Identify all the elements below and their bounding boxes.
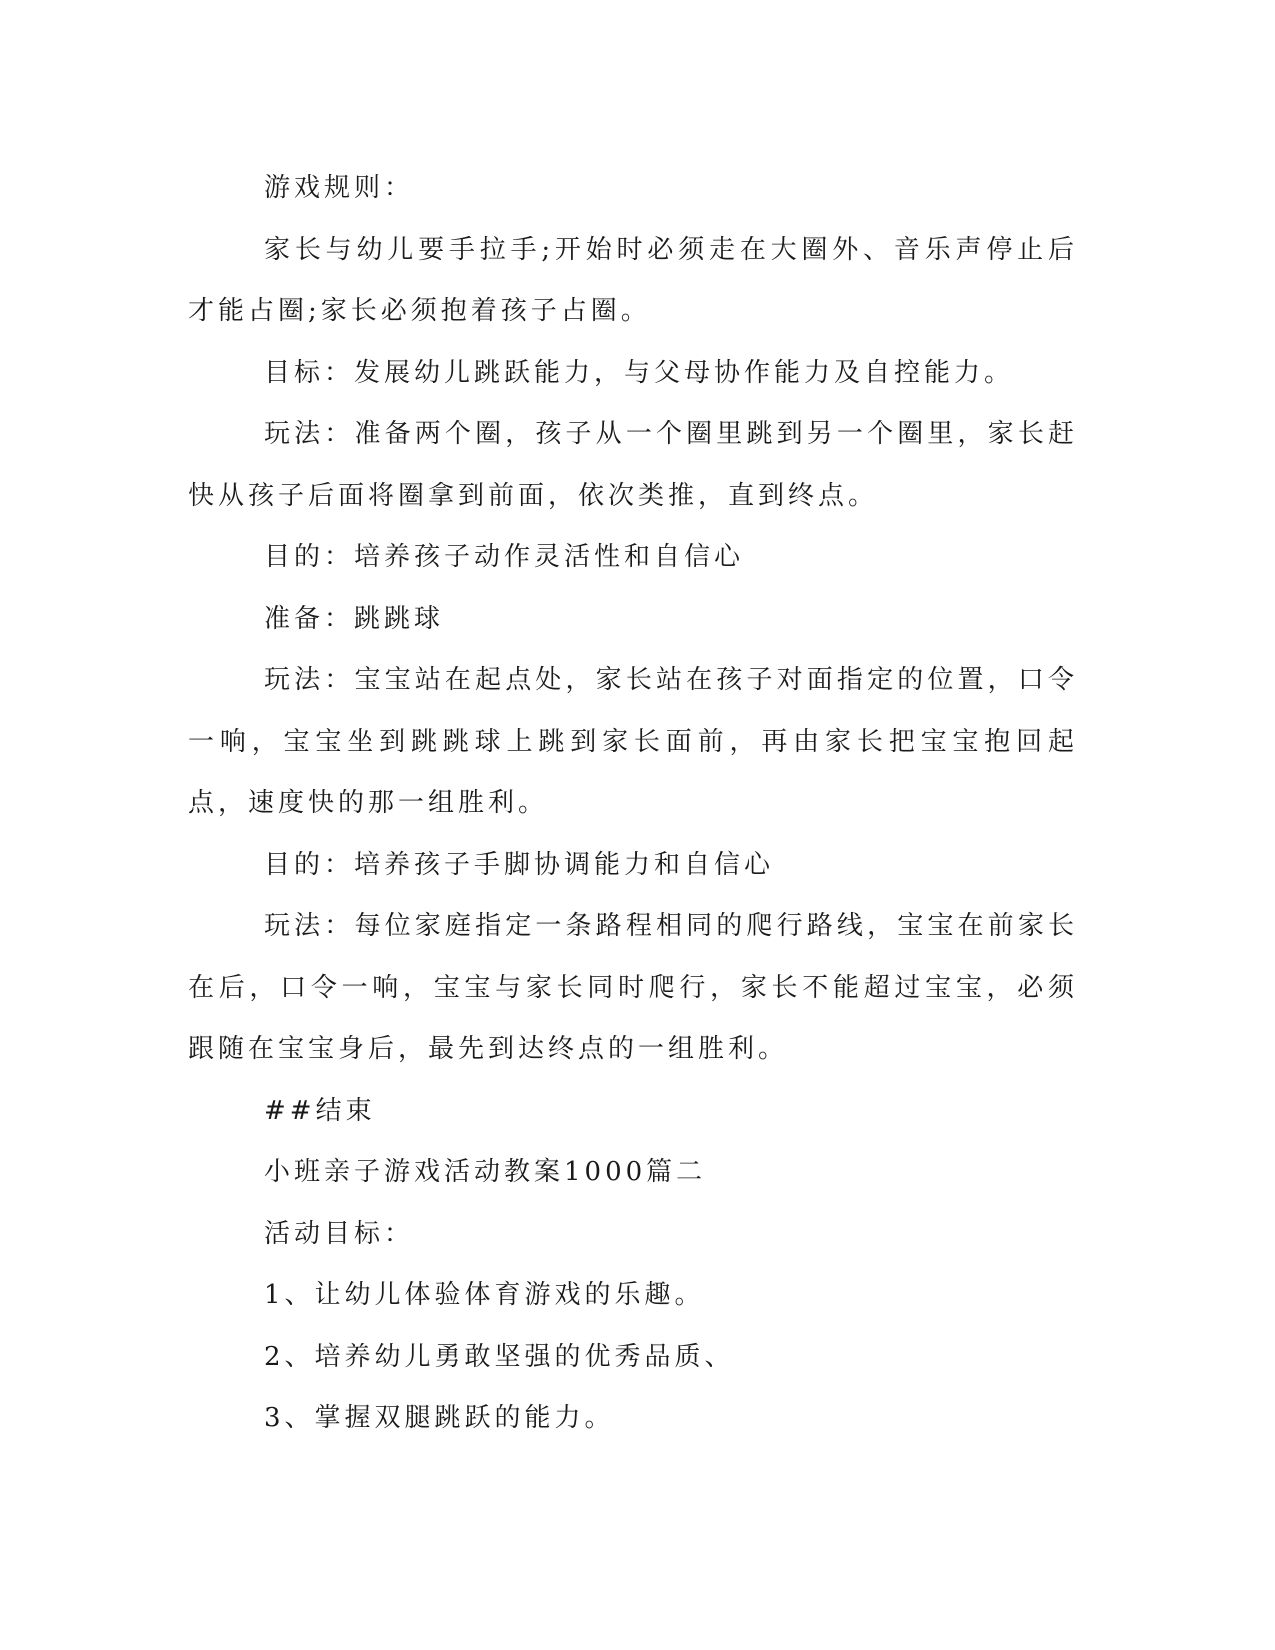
- document-body: [188, 158, 1078, 1450]
- list-item-goal-3: 3、掌握双腿跳跃的能力。: [264, 1403, 615, 1433]
- paragraph-goal: 目标：发展幼儿跳跃能力，与父母协作能力及自控能力。: [264, 357, 1015, 388]
- paragraph-purpose-agility: 目的：培养孩子动作灵活性和自信心: [264, 542, 745, 572]
- paragraph-game-rules-heading: 游戏规则：: [264, 173, 415, 203]
- paragraph-play-hoops: 玩法：准备两个圈，孩子从一个圈里跳到另一个圈里，家长赶快从孩子后面将圈拿到前面，依次类推，直到终点。: [188, 419, 1078, 511]
- paragraph-play-bounce-ball: 玩法：宝宝站在起点处，家长站在孩子对面指定的位置，口令一响，宝宝坐到跳跳球上跳到家长面前，再由家长把宝宝抱回起点，速度快的那一组胜利。: [188, 665, 1078, 818]
- paragraph-purpose-coordination: 目的：培养孩子手脚协调能力和自信心: [264, 849, 775, 880]
- paragraph-end-marker: ##结束: [264, 1095, 376, 1126]
- list-item-goal-1: 1、让幼儿体验体育游戏的乐趣。: [264, 1280, 705, 1310]
- paragraph-preparation: 准备：跳跳球: [264, 603, 445, 634]
- section-title: 小班亲子游戏活动教案1000篇二: [264, 1157, 707, 1187]
- paragraph-activity-goals-heading: 活动目标：: [264, 1218, 415, 1249]
- paragraph-play-crawling: 玩法：每位家庭指定一条路程相同的爬行路线，宝宝在前家长在后，口令一响，宝宝与家长同时爬行，家长不能超过宝宝，必须跟随在宝宝身后，最先到达终点的一组胜利。: [188, 911, 1078, 1064]
- paragraph-game-rules: 家长与幼儿要手拉手;开始时必须走在大圈外、音乐声停止后才能占圈;家长必须抱着孩子占圈。: [188, 234, 1078, 326]
- list-item-goal-2: 2、培养幼儿勇敢坚强的优秀品质、: [264, 1341, 735, 1372]
